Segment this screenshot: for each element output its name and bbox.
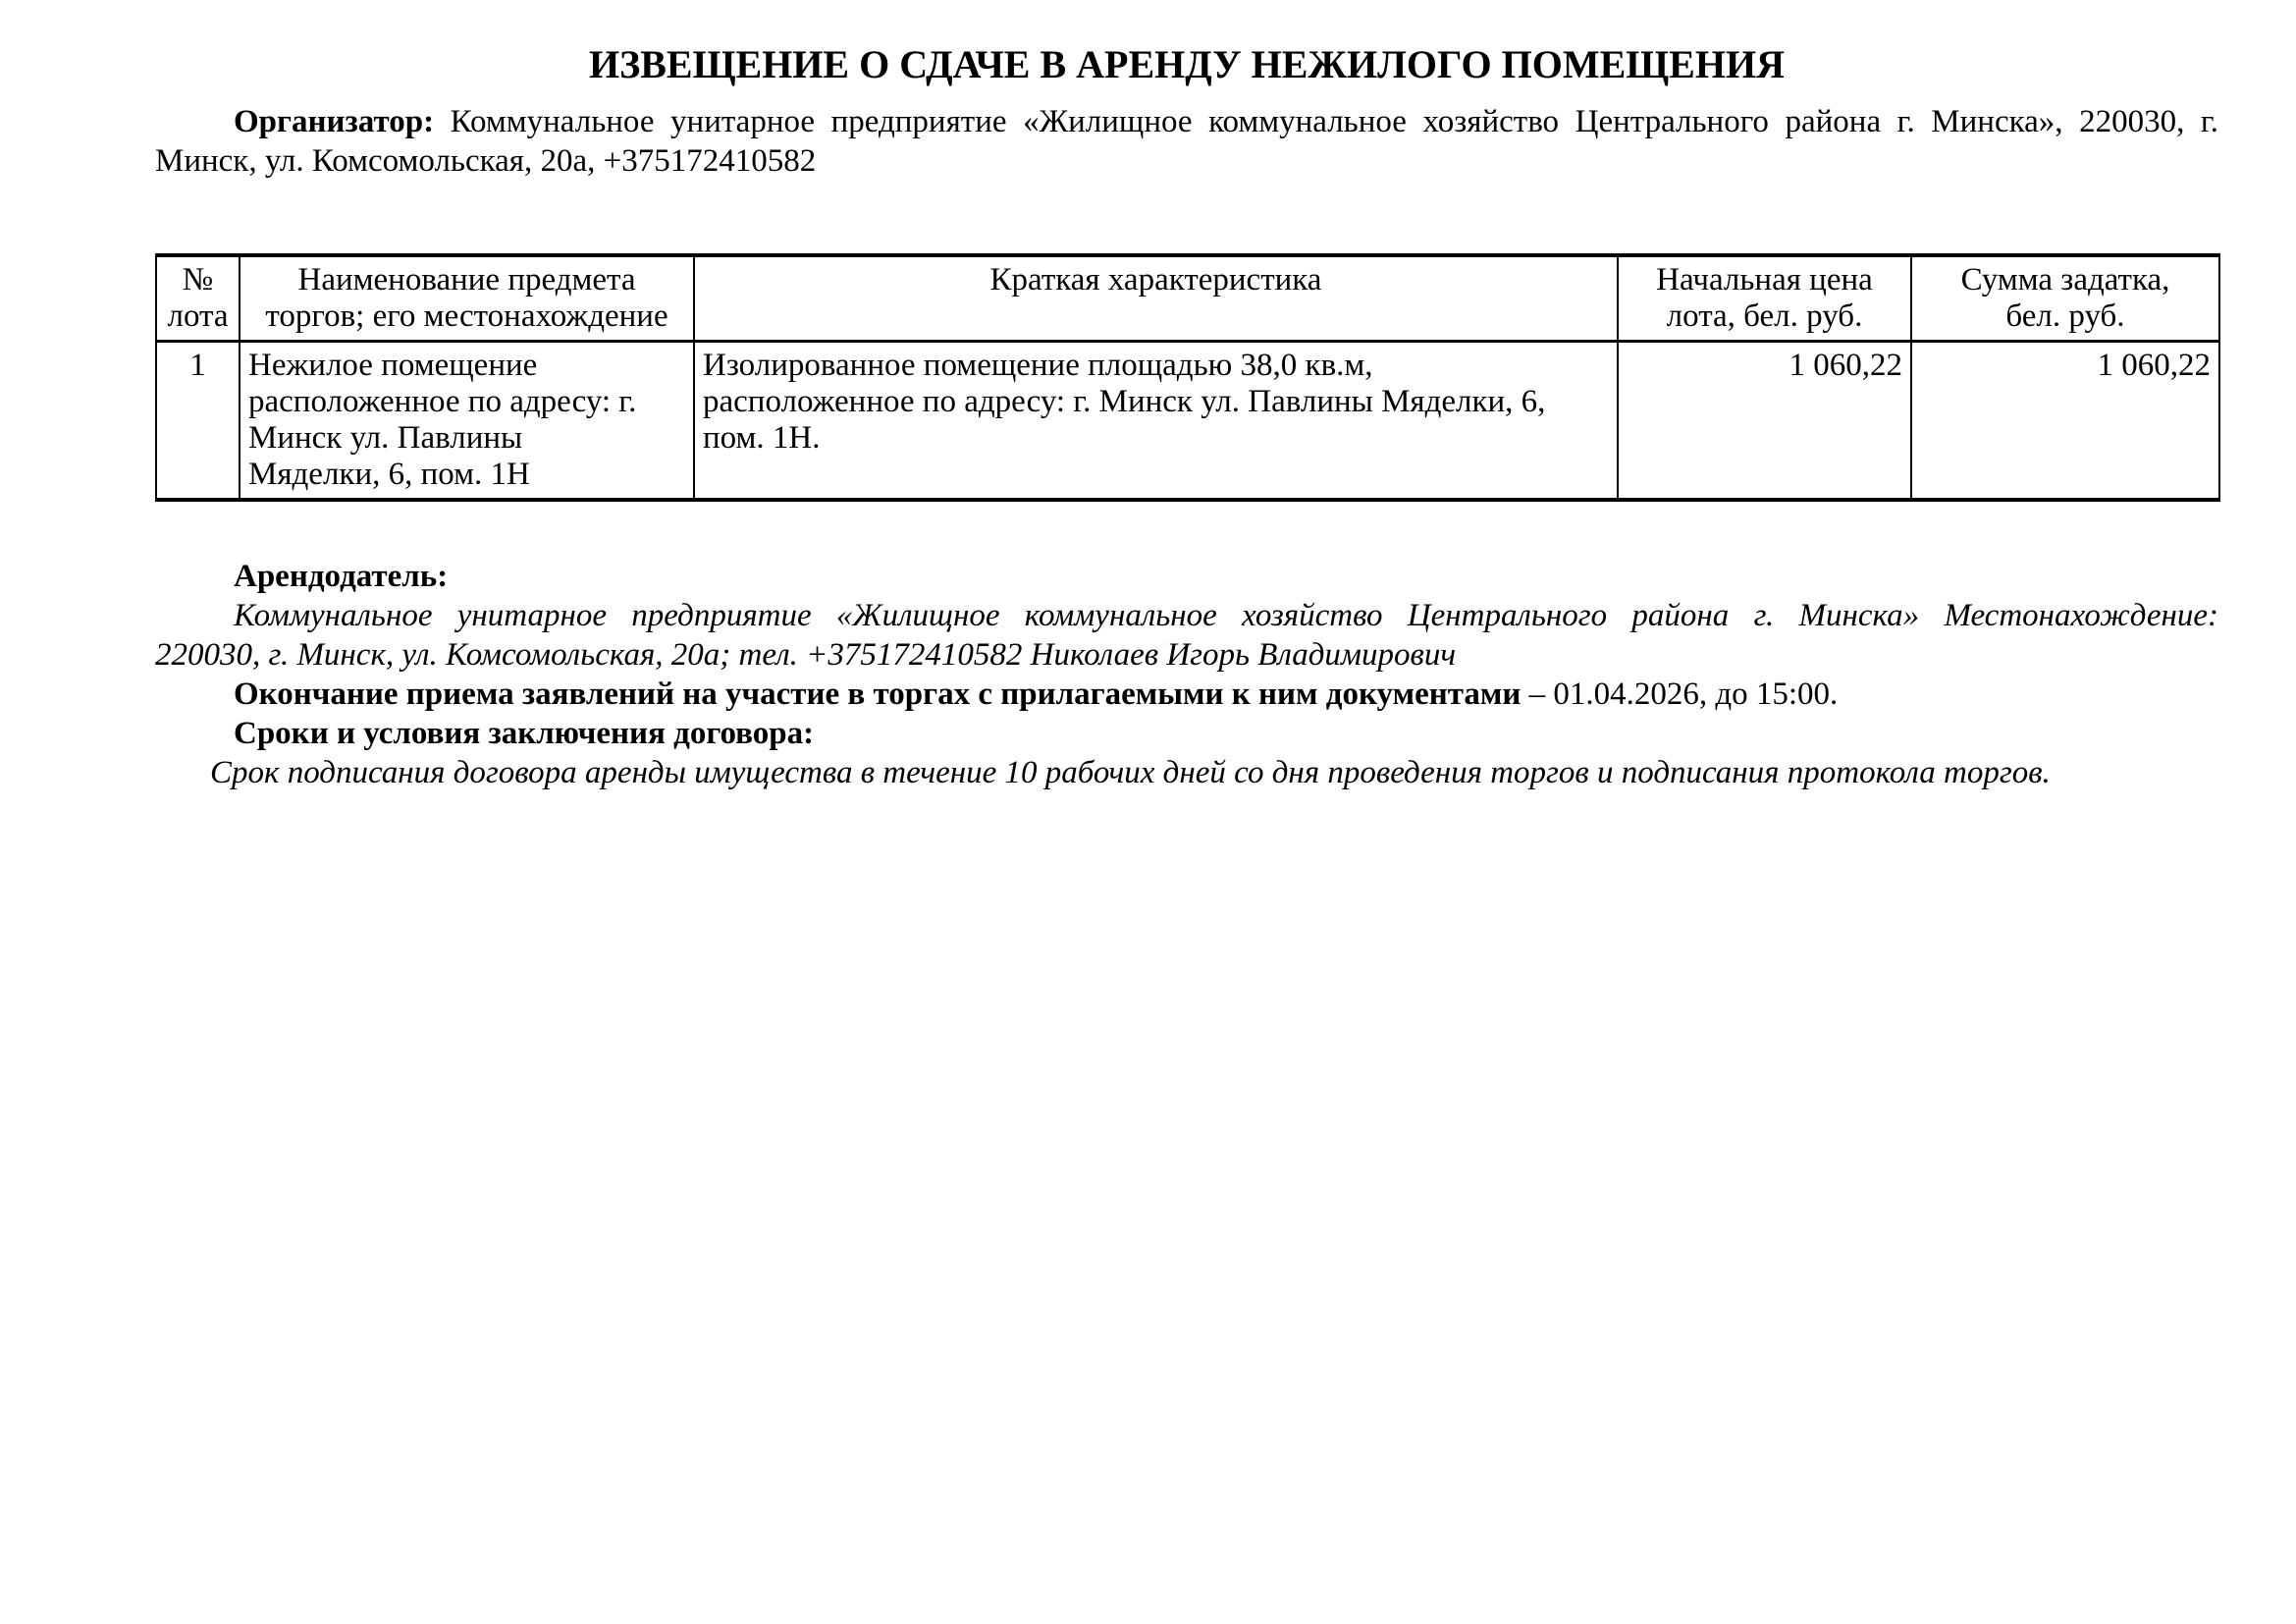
header-subject: Наименование предмета торгов; его местонахождение (240, 255, 694, 342)
lot-description-cell: Изолированное помещение площадью 38,0 кв.м, расположенное по адресу: г. Минск ул. Павлины Мяделки, 6, пом. 1Н. (694, 342, 1618, 501)
landlord-heading: Арендодатель: (234, 559, 449, 594)
organizer-text: Коммунальное унитарное предприятие «Жилищное коммунальное хозяйство Центрального района г. Минска», 220030, г. (450, 104, 2218, 139)
lots-table-header-row (156, 255, 2219, 342)
deadline-value: – 01.04.2026, до 15:00. (1528, 677, 1839, 712)
header-deposit: Сумма задатка, бел. руб. (1911, 255, 2219, 342)
lots-table (155, 253, 2220, 502)
terms-text: Срок подписания договора аренды имущества в течение 10 рабочих дней со дня проведения торгов и подписания протокола торгов. (210, 755, 2051, 790)
header-start-price: Начальная цена лота, бел. руб. (1618, 255, 1911, 342)
page-title: ИЗВЕЩЕНИЕ О СДАЧЕ В АРЕНДУ НЕЖИЛОГО ПОМЕЩЕНИЯ (589, 42, 1785, 86)
document-content (155, 0, 2218, 792)
landlord-section (155, 557, 2218, 792)
lot-number-cell: 1 (156, 342, 240, 501)
landlord-info-line-1: Коммунальное унитарное предприятие «Жилищное коммунальное хозяйство Центрального района г. Минска» Местонахождение: (234, 598, 2218, 633)
lot-deposit-cell: 1 060,22 (1911, 342, 2219, 501)
organizer-line-1 (155, 102, 2218, 141)
lot-start-price-cell: 1 060,22 (1618, 342, 1911, 501)
header-lot-number: № лота (156, 255, 240, 342)
organizer-line-2: Минск, ул. Комсомольская, 20а, +375172410582 (155, 143, 817, 179)
landlord-info-line-2: 220030, г. Минск, ул. Комсомольская, 20а; тел. +375172410582 Николаев Игорь Владимирович (155, 637, 1457, 673)
organizer-paragraph (155, 102, 2218, 181)
deadline-line (155, 675, 2218, 714)
header-description: Краткая характеристика (694, 255, 1618, 342)
deadline-label: Окончание приема заявлений на участие в торгах с прилагаемыми к ним документами (234, 677, 1522, 712)
terms-heading: Сроки и условия заключения договора: (234, 716, 815, 751)
lot-subject-cell: Нежилое помещение расположенное по адресу: г. Минск ул. Павлины Мяделки, 6, пом. 1Н (240, 342, 694, 501)
lots-table-row (156, 342, 2219, 501)
organizer-label: Организатор: (234, 104, 435, 139)
